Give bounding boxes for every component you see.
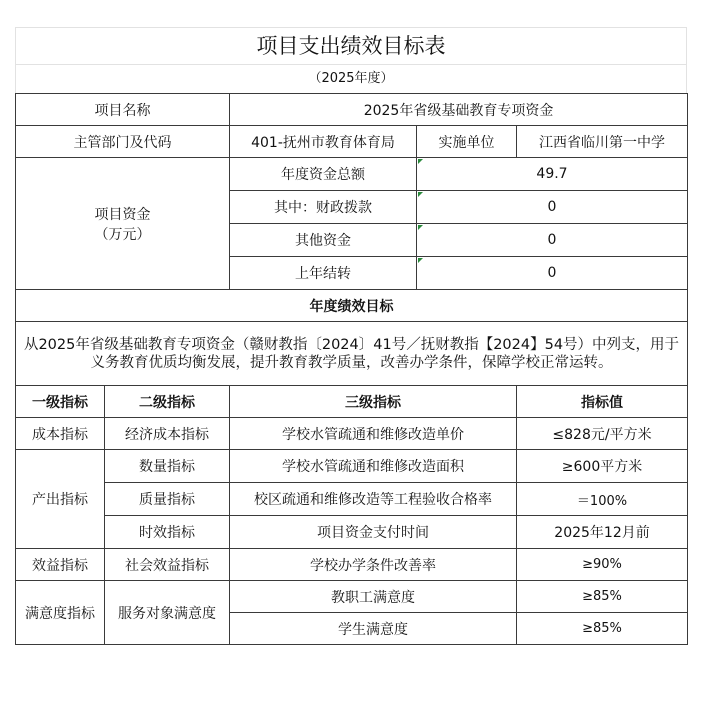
- goals-description: 从2025年省级基础教育专项资金（赣财教指〔2024〕41号／抚财教指【2024】54号）中列支，用于义务教育优质均衡发展，提升教育教学质量，改善办学条件，保障学校正常运转。: [16, 322, 688, 386]
- indicator-row: [16, 418, 688, 450]
- cell-flag-icon: [418, 159, 423, 164]
- value-cell: ≥90%: [517, 549, 688, 581]
- value-cell: ≤828元/平方米: [517, 418, 688, 450]
- indicator-row: [16, 516, 688, 549]
- fund-item-value: [417, 224, 688, 257]
- level2-cell: 数量指标: [105, 450, 230, 483]
- level2-cell: 质量指标: [105, 483, 230, 516]
- fund-label: 项目资金: [94, 206, 151, 223]
- value-cell: ≥85%: [517, 581, 688, 613]
- indicator-row: [16, 483, 688, 516]
- value-cell: 2025年12月前: [517, 516, 688, 549]
- department-value: 401-抚州市教育体育局: [230, 126, 417, 158]
- level3-cell: 学校水管疏通和维修改造面积: [230, 450, 517, 483]
- sheet-year: （2025年度）: [15, 64, 687, 93]
- value-cell: ＝100%: [517, 483, 688, 516]
- fund-value-text: 49.7: [536, 166, 568, 182]
- header-level2: 二级指标: [105, 386, 230, 418]
- project-name-label: 项目名称: [16, 94, 230, 126]
- level2-cell: 经济成本指标: [105, 418, 230, 450]
- value-cell: ≥85%: [517, 613, 688, 645]
- fund-item-label: 上年结转: [230, 257, 417, 290]
- fund-value-text: 0: [547, 199, 557, 215]
- goals-description-row: [16, 322, 688, 386]
- project-name-value: 2025年省级基础教育专项资金: [230, 94, 688, 126]
- indicator-row: [16, 450, 688, 483]
- fund-unit: （万元）: [94, 226, 151, 243]
- performance-target-sheet: [15, 27, 687, 645]
- header-level3: 三级指标: [230, 386, 517, 418]
- group-satisfaction: 满意度指标: [16, 581, 105, 645]
- indicator-row: [16, 549, 688, 581]
- level2-cell: 社会效益指标: [105, 549, 230, 581]
- fund-item-value: [417, 257, 688, 290]
- fund-item-value: [417, 191, 688, 224]
- group-benefit: 效益指标: [16, 549, 105, 581]
- department-row: [16, 126, 688, 158]
- header-level1: 一级指标: [16, 386, 105, 418]
- fund-value-text: 0: [547, 232, 557, 248]
- fund-value-text: 0: [547, 265, 557, 281]
- level3-cell: 学校水管疏通和维修改造单价: [230, 418, 517, 450]
- fund-row-total: [16, 158, 688, 191]
- fund-item-value: [417, 158, 688, 191]
- department-label: 主管部门及代码: [16, 126, 230, 158]
- indicator-header-row: [16, 386, 688, 418]
- group-cost: 成本指标: [16, 418, 105, 450]
- goals-heading-row: [16, 290, 688, 322]
- cell-flag-icon: [418, 192, 423, 197]
- level2-cell: 时效指标: [105, 516, 230, 549]
- fund-item-label: 其他资金: [230, 224, 417, 257]
- level2-cell: 服务对象满意度: [105, 581, 230, 645]
- implementing-unit-value: 江西省临川第一中学: [517, 126, 688, 158]
- fund-item-label: 其中：财政拨款: [230, 191, 417, 224]
- cell-flag-icon: [418, 225, 423, 230]
- indicator-row: [16, 581, 688, 613]
- level3-cell: 项目资金支付时间: [230, 516, 517, 549]
- implementing-unit-label: 实施单位: [417, 126, 517, 158]
- value-cell: ≥600平方米: [517, 450, 688, 483]
- fund-label-cell: [16, 158, 230, 290]
- cell-flag-icon: [418, 258, 423, 263]
- level3-cell: 教职工满意度: [230, 581, 517, 613]
- level3-cell: 学校办学条件改善率: [230, 549, 517, 581]
- sheet-title: 项目支出绩效目标表: [15, 27, 687, 64]
- level3-cell: 学生满意度: [230, 613, 517, 645]
- project-name-row: [16, 94, 688, 126]
- level3-cell: 校区疏通和维修改造等工程验收合格率: [230, 483, 517, 516]
- target-table: [15, 93, 688, 645]
- group-output: 产出指标: [16, 450, 105, 549]
- fund-item-label: 年度资金总额: [230, 158, 417, 191]
- header-value: 指标值: [517, 386, 688, 418]
- goals-heading: 年度绩效目标: [16, 290, 688, 322]
